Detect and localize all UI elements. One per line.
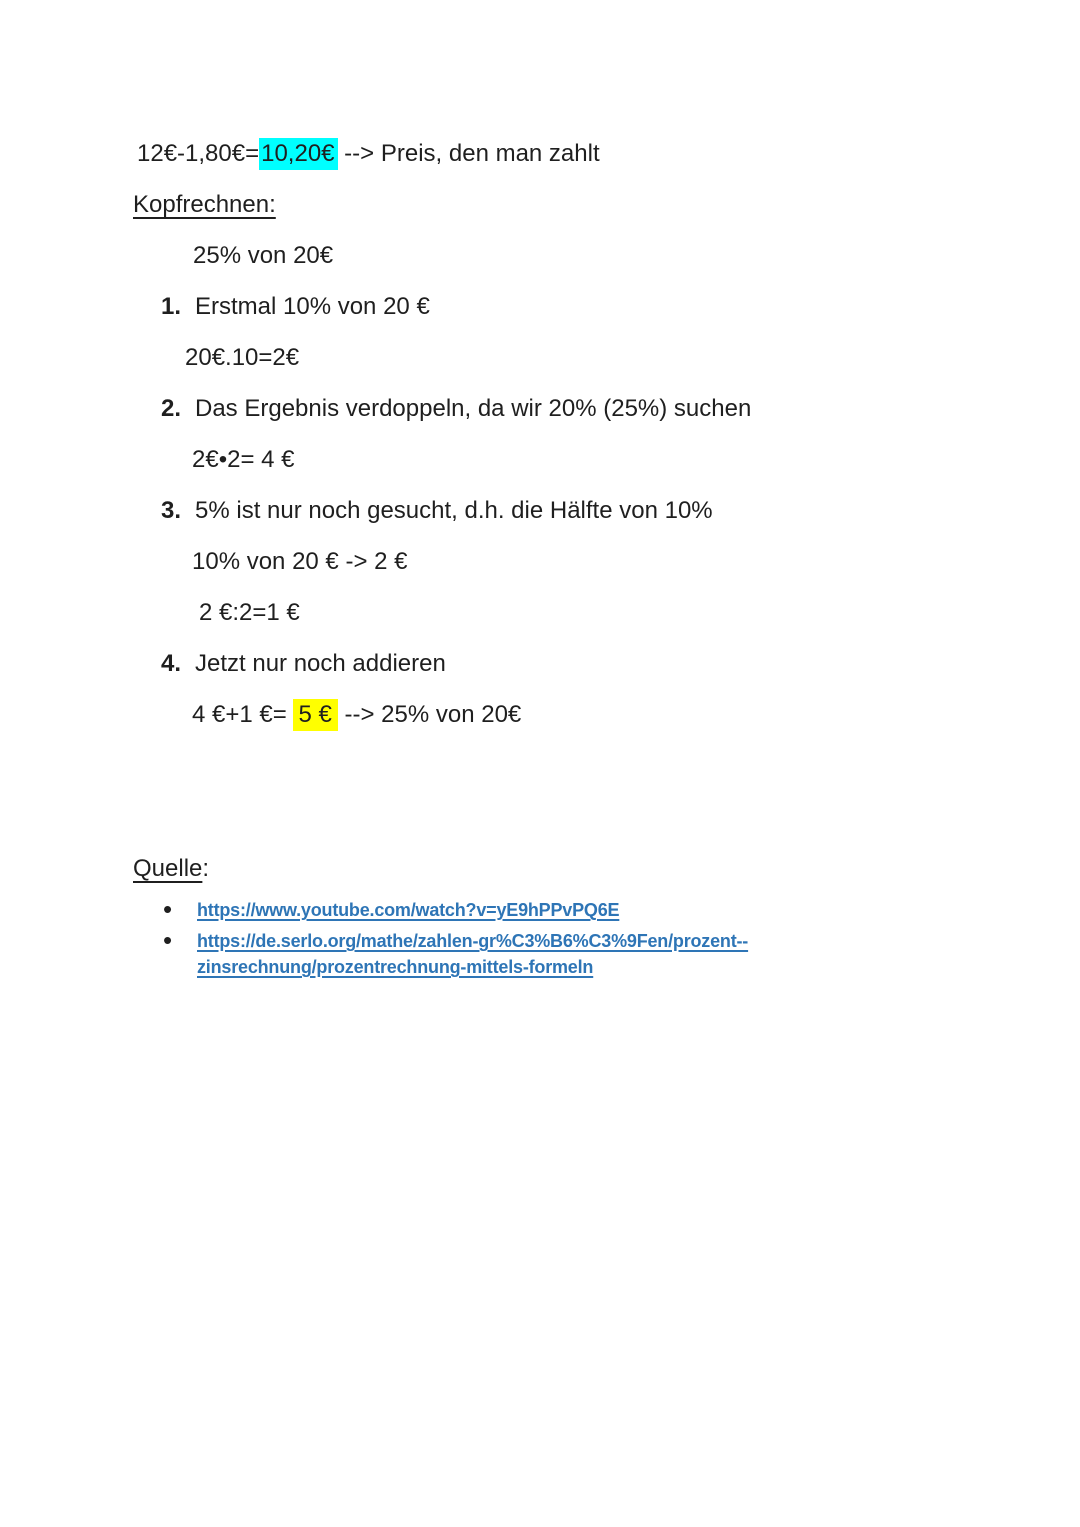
bullet-icon: • [163, 894, 173, 924]
item-number: 3. [161, 497, 182, 524]
item-text: Erstmal 10% von 20 € [195, 293, 430, 320]
result-prefix: 4 €+1 €= [192, 701, 294, 728]
yellow-highlight: 5 € [293, 699, 337, 731]
item-number: 4. [161, 650, 182, 677]
source-link-serlo-line1: https://de.serlo.org/mathe/zahlen-gr%C3%B6%C3%9Fen/prozent-- [197, 931, 749, 951]
bullet-icon: • [163, 925, 173, 955]
intro-formula [133, 128, 1040, 179]
item-number: 1. [161, 293, 182, 320]
formula-step1: 20€.10=2€ [185, 344, 300, 371]
formula-step3b: 2 €:2=1 € [199, 599, 300, 626]
intro-formula-prefix: 12€-1,80€= [137, 140, 260, 167]
source-link-youtube[interactable]: https://www.youtube.com/watch?v=yE9hPPvPQ6E [197, 900, 620, 920]
ordered-list-item-3 [133, 485, 1040, 536]
task-line: 25% von 20€ [193, 242, 334, 269]
ordered-list-item-4 [133, 638, 1040, 689]
source-link-list [133, 894, 1040, 980]
source-list-item [133, 894, 1040, 924]
source-link-serlo[interactable] [197, 931, 1040, 980]
ordered-list-item-1 [133, 281, 1040, 332]
item-text: Das Ergebnis verdoppeln, da wir 20% (25%) suchen [195, 395, 752, 422]
cyan-highlight: 10,20€ [259, 138, 337, 170]
item-text: 5% ist nur noch gesucht, d.h. die Hälfte von 10% [195, 497, 713, 524]
intro-formula-suffix: --> Preis, den man zahlt [337, 140, 600, 167]
section-heading-kopfrechnen: Kopfrechnen: [133, 191, 276, 218]
formula-step3a: 10% von 20 € -> 2 € [192, 548, 408, 575]
result-suffix: --> 25% von 20€ [337, 701, 522, 728]
item-text: Jetzt nur noch addieren [195, 650, 446, 677]
ordered-list-item-2 [133, 383, 1040, 434]
item-number: 2. [161, 395, 182, 422]
formula-step2: 2€•2= 4 € [192, 446, 295, 473]
source-list-item [133, 925, 1040, 980]
result-formula [133, 689, 1040, 740]
quelle-colon: : [202, 855, 210, 882]
source-link-serlo-line2: zinsrechnung/prozentrechnung-mittels-formeln [197, 957, 594, 977]
section-heading-quelle: Quelle: [133, 855, 210, 882]
